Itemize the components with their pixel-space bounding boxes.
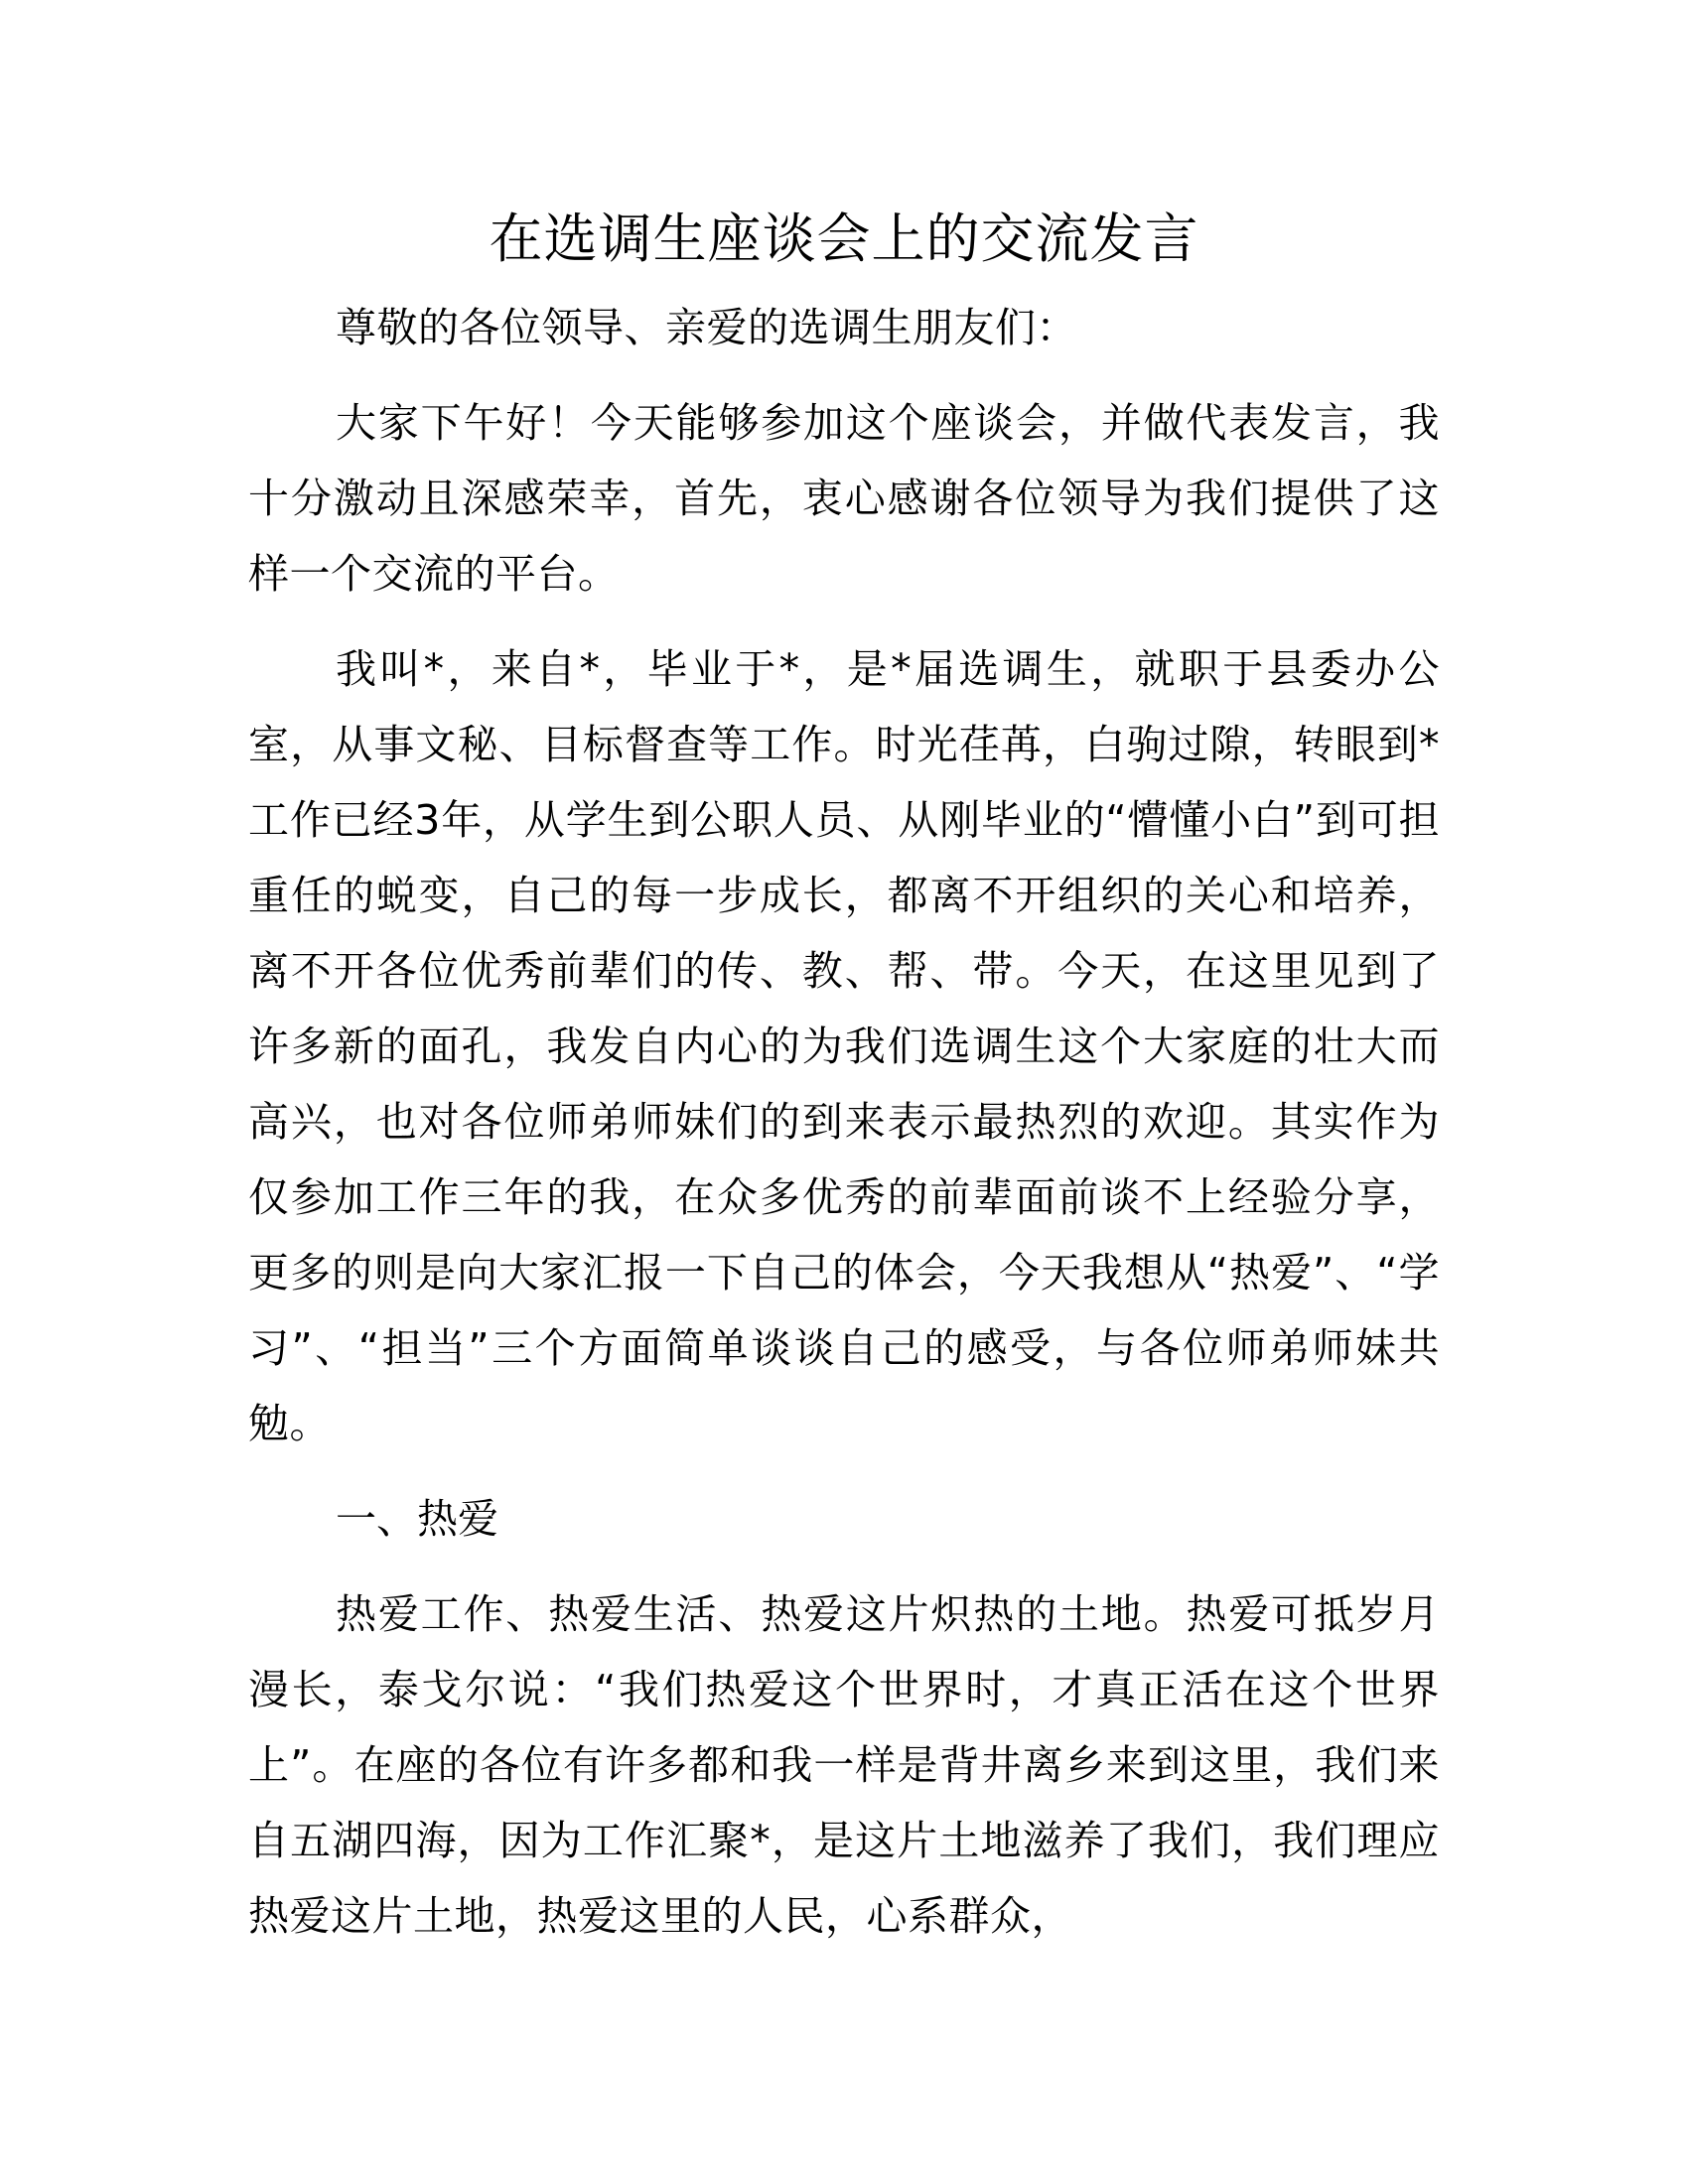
paragraph-love: 热爱工作、热爱生活、热爱这片炽热的土地。热爱可抵岁月漫长，泰戈尔说：“我们热爱这个世界时，才真正活在这个世界上”。在座的各位有许多都和我一样是背井离乡来到这里，我们来自五湖四海，因为工作汇聚*，是这片土地滋养了我们，我们理应热爱这片土地，热爱这里的人民，心系群众， <box>248 1590 1440 1940</box>
page-title: 在选调生座谈会上的交流发言 <box>489 207 1199 270</box>
paragraph-greeting: 大家下午好！今天能够参加这个座谈会，并做代表发言，我十分激动且深感荣幸，首先，衷心感谢各位领导为我们提供了这样一个交流的平台。 <box>248 399 1440 598</box>
section-heading: 一、热爱 <box>336 1495 498 1543</box>
paragraph-introduction: 我叫*，来自*，毕业于*，是*届选调生，就职于县委办公室，从事文秘、目标督查等工作。时光荏苒，白驹过隙，转眼到*工作已经3年，从学生到公职人员、从刚毕业的“懵懂小白”到可担重任的蜕变，自己的每一步成长，都离不开组织的关心和培养，离不开各位优秀前辈们的传、教、帮、带。今天，在这里见到了许多新的面孔，我发自内心的为我们选调生这个大家庭的壮大而高兴，也对各位师弟师妹们的到来表示最热烈的欢迎。其实作为仅参加工作三年的我，在众多优秀的前辈面前谈不上经验分享，更多的则是向大家汇报一下自己的体会，今天我想从“热爱”、“学习”、“担当”三个方面简单谈谈自己的感受，与各位师弟师妹共勉。 <box>248 645 1440 1447</box>
document-body <box>248 290 1440 1974</box>
salutation: 尊敬的各位领导、亲爱的选调生朋友们： <box>336 304 1077 351</box>
